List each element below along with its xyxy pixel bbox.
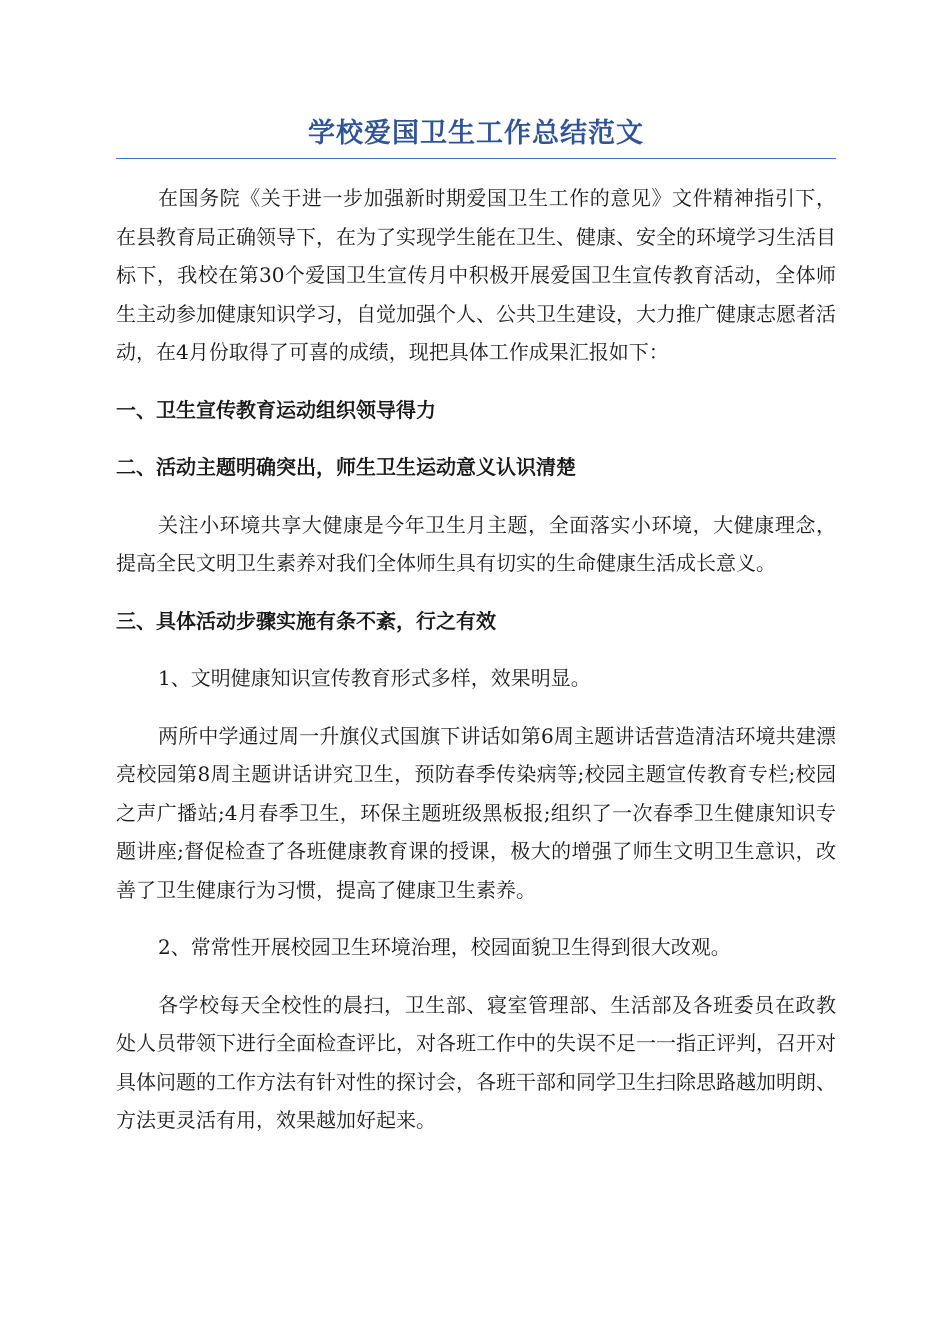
list-item-1: 1、文明健康知识宣传教育形式多样，效果明显。	[158, 666, 591, 690]
section-heading-2: 二、活动主题明确突出，师生卫生运动意义认识清楚	[116, 455, 576, 479]
item-1-paragraph: 两所中学通过周一升旗仪式国旗下讲话如第6周主题讲话营造清洁环境共建漂亮校园第8周主题讲话讲究卫生，预防春季传染病等;校园主题宣传教育专栏;校园之声广播站;4月春季卫生，环保主题班级黑板报;组织了一次春季卫生健康知识专题讲座;督促检查了各班健康教育课的授课，极大的增强了师生文明卫生意识，改善了卫生健康行为习惯，提高了健康卫生素养。	[116, 723, 836, 902]
list-item-2: 2、常常性开展校园卫生环境治理，校园面貌卫生得到很大改观。	[158, 935, 731, 959]
item-2-paragraph: 各学校每天全校性的晨扫，卫生部、寝室管理部、生活部及各班委员在政教处人员带领下进行全面检查评比，对各班工作中的失误不足一一指正评判，召开对具体问题的工作方法有针对性的探讨会，各班干部和同学卫生扫除思路越加明朗、方法更灵活有用，效果越加好起来。	[116, 992, 836, 1132]
document-title: 学校爱国卫生工作总结范文	[308, 118, 644, 149]
intro-paragraph: 在国务院《关于进一步加强新时期爱国卫生工作的意见》文件精神指引下，在县教育局正确领导下，在为了实现学生能在卫生、健康、安全的环境学习生活目标下，我校在第30个爱国卫生宣传月中积极开展爱国卫生宣传教育活动，全体师生主动参加健康知识学习，自觉加强个人、公共卫生建设，大力推广健康志愿者活动，在4月份取得了可喜的成绩，现把具体工作成果汇报如下：	[116, 186, 836, 364]
section-heading-3: 三、具体活动步骤实施有条不紊，行之有效	[116, 608, 496, 633]
document-page	[116, 110, 836, 1159]
section-heading-1: 一、卫生宣传教育运动组织领导得力	[116, 397, 436, 422]
section-2-paragraph: 关注小环境共享大健康是今年卫生月主题，全面落实小环境，大健康理念，提高全民文明卫生素养对我们全体师生具有切实的生命健康生活成长意义。	[116, 512, 836, 575]
title-underline	[116, 158, 836, 159]
